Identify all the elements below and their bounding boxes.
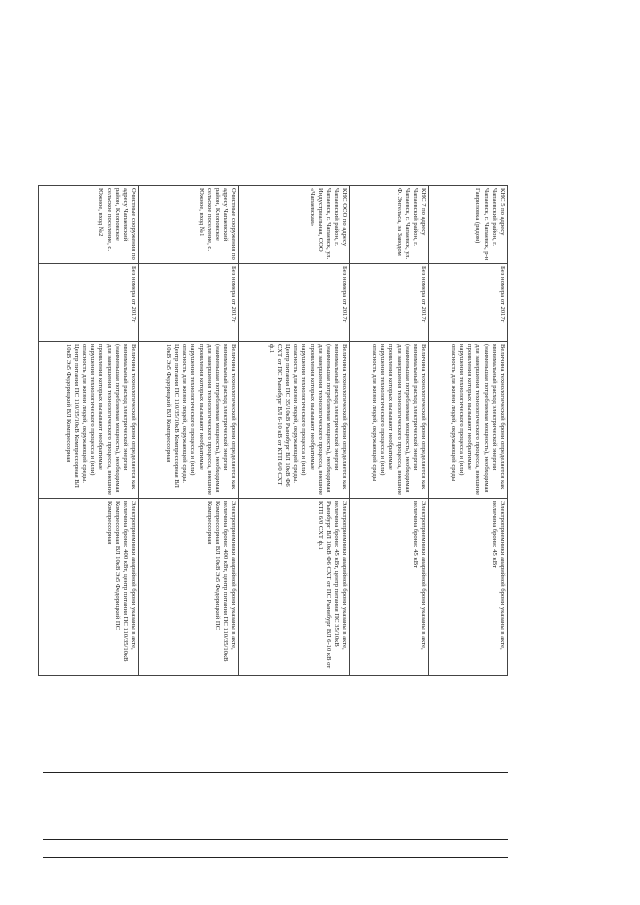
- separator-line-top: [43, 772, 508, 773]
- separator-line-bottom: [43, 857, 508, 858]
- object-cell: Очистные сооружения по адресу Чапаевский район, Клоповское сельское поселение, с. Южное, вход №2: [39, 186, 139, 264]
- tech-reserve-cell: Величина технологической брони определяется как минимальный расход электрической энергии (наименьшая потребляемая мощность), необходимая для завершения технологического процесса, внешние проявления которых вызывают необратимые нарушения технологического процесса и (или) опасность для жизни людей, окружающей среды. Центр питания ПС 110/35/10кВ Компрессорная ВЛ 10кВ Эз5 Федорицкий ВЛ Компрессорная: [139, 342, 239, 499]
- object-cell: КНС ОСО по адресу Чапаевский район, г. Чапаевск, г. Чапаевск, ул. Индустриальная, СОО «Чапаевская»: [239, 186, 350, 264]
- tech-reserve-cell: Величина технологической брони определяется как минимальный расход электрической энергии (наименьшая потребляемая мощность), необходимая для завершения технологического процесса, внешние проявления которых вызывают необратимые нарушения технологического процесса и (или) опасность для жизни людей, окружающей среды. Центр питания ПС 110/35/10кВ Компрессорная ВЛ 10кВ Эз5 Федорицкий ВЛ Компрессорная: [39, 342, 139, 499]
- table-row: [39, 186, 139, 676]
- contract-cell: Без номера от 2017г: [139, 264, 239, 342]
- separator-line-middle: [43, 839, 508, 840]
- emergency-reserve-cell: Электроприемники аварийной брони указаны в акте, величина брони: 45 кВт: [350, 499, 429, 676]
- table-row: [350, 186, 429, 676]
- table-row: [239, 186, 350, 676]
- object-cell: КНС 5 по адресу Чапаевский район, г. Чапаевск, г. Чапаевск, р-н Гавриловка (рядом): [429, 186, 508, 264]
- contract-cell: Без номера от 2017г: [350, 264, 429, 342]
- tech-reserve-cell: Величина технологической брони определяется как минимальный расход электрической энергии (наименьшая потребляемая мощность), необходимая для завершения технологического процесса, внешние проявления которых вызывают необратимые нарушения технологического процесса и (или) опасность для жизни людей, окружающей среды: [429, 342, 508, 499]
- object-cell: КНС 7 по адресу Чапаевский район, г. Чапаевск, г. Чапаевск, ул. Ф. Энгельса, за Заводом: [350, 186, 429, 264]
- rotated-table-container: [38, 185, 508, 675]
- contract-cell: Без номера от 2017г: [239, 264, 350, 342]
- contract-cell: Без номера от 2017г: [429, 264, 508, 342]
- object-cell: Очистные сооружения по адресу Чапаевский район, Клоповское сельское поселение, с. Южное, вход №1: [139, 186, 239, 264]
- table-row: [139, 186, 239, 676]
- contract-cell: Без номера от 2017г: [39, 264, 139, 342]
- emergency-reserve-cell: Электроприемники аварийной брони указаны в акте, величина брони: 400 кВт, центр питания ПС 110/35/10кВ Компрессорная ВЛ 10кВ Эз5 Федорицкий ПС Компрессорная: [39, 499, 139, 676]
- reserve-table: [38, 185, 508, 676]
- tech-reserve-cell: Величина технологической брони определяется как минимальный расход электрической энергии (наименьшая потребляемая мощность), необходимая для завершения технологического процесса, внешние проявления которых вызывают необратимые нарушения технологического процесса и (или) опасность для жизни людей, окружающей среды: [350, 342, 429, 499]
- emergency-reserve-cell: Электроприемники аварийной брони указаны в акте, величина брони: 45 кВт: [429, 499, 508, 676]
- table-row: [429, 186, 508, 676]
- emergency-reserve-cell: Электроприемники аварийной брони указаны в акте, величина брони: 45 кВт, центр питания ПС 35/10кВ Рынибург ВЛ 10кВ Ф6 СХТ от ПС Рынибург ВЛ 6-10 кВ от КТП 6/0 СХТ ф.1: [239, 499, 350, 676]
- emergency-reserve-cell: Электроприемники аварийной брони указаны в акте, величина брони: 400 кВт, центр питания ПС 110/35/10кВ Компрессорная ВЛ 10кВ Эз5 Федорицкий ПС Компрессорная: [139, 499, 239, 676]
- tech-reserve-cell: Величина технологической брони определяется как минимальный расход электрической энергии (наименьшая потребляемая мощность), необходимая для завершения технологического процесса, внешние проявления которых вызывают необратимые нарушения технологического процесса и (или) опасность для жизни людей, окружающей среды. Центр питания ПС 35/10кВ Рынибург ВЛ 10кВ Ф6 СХТ от ПС Рынибург ВЛ 6-10 кВ от КТП 6/0 СХТ ф.1: [239, 342, 350, 499]
